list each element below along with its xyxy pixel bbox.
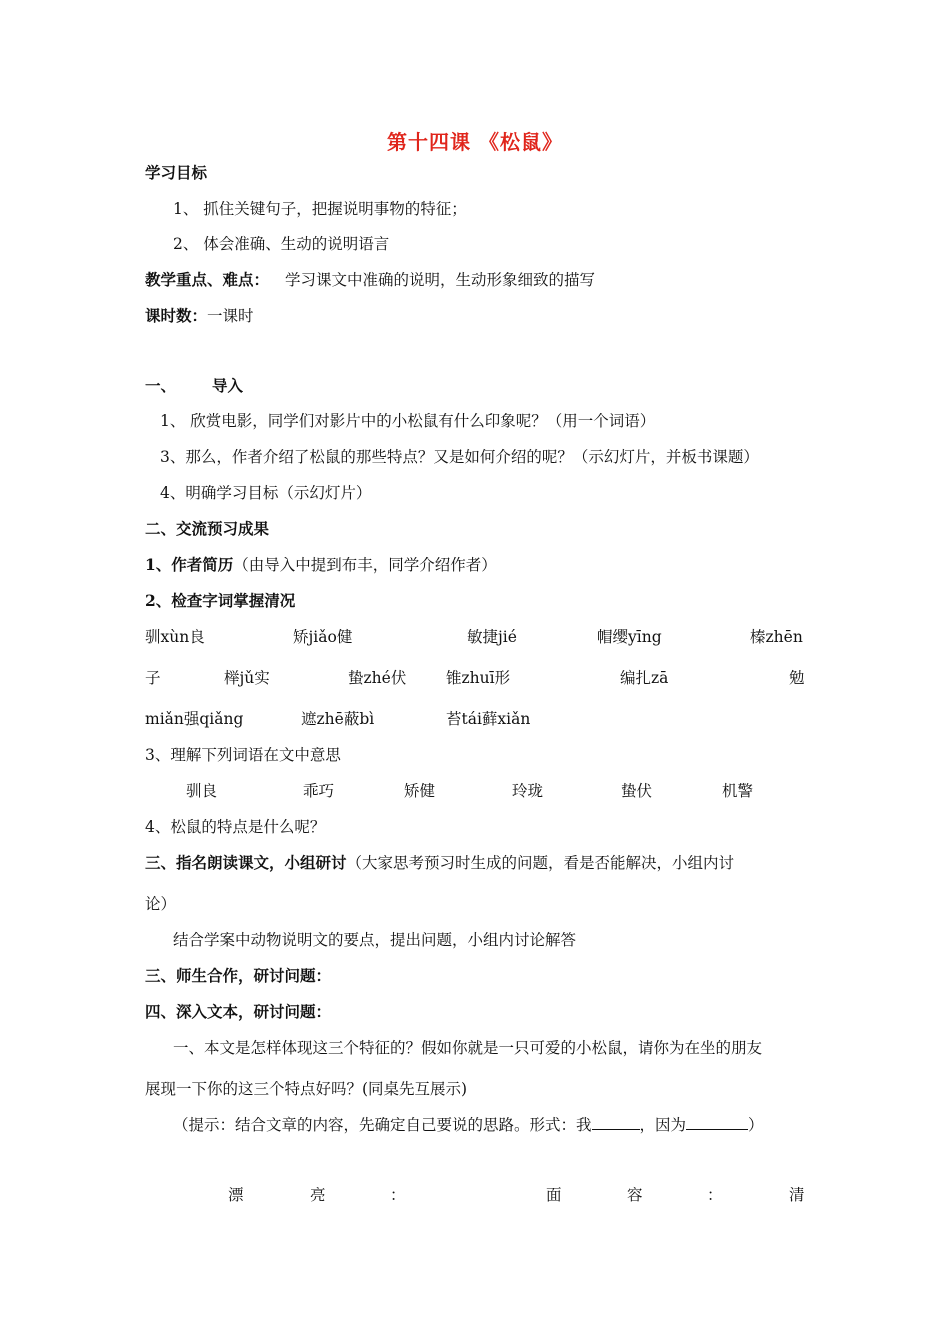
- author-text: （由导入中提到布丰，同学介绍作者）: [233, 556, 497, 574]
- last-row-char: ：: [707, 1186, 723, 1204]
- word-item: 矫jiǎo健: [293, 628, 353, 646]
- author-line: [145, 555, 497, 575]
- fill-blank: [592, 1115, 640, 1130]
- section-3b-title: 三、师生合作，研讨问题：: [145, 966, 332, 985]
- last-row-char: 面: [546, 1186, 562, 1204]
- goals-heading: 学习目标: [145, 163, 208, 182]
- section-3-line: [145, 853, 734, 873]
- meaning-word: 驯良: [186, 782, 218, 800]
- words-check-title: 2、检查字词掌握清况: [145, 591, 296, 610]
- word-item: 勉: [789, 669, 805, 687]
- section-4-title: 四、深入文本，研讨问题：: [145, 1002, 332, 1021]
- meaning-word: 矫健: [404, 782, 436, 800]
- section-3-text-cont: 论）: [145, 895, 177, 913]
- word-item: 编扎zā: [620, 669, 669, 687]
- page-title: 第十四课 《松鼠》: [387, 130, 563, 154]
- section-3-label: 三、指名朗读课文，小组研讨: [145, 853, 347, 872]
- meaning-title: 3、理解下列词语在文中意思: [145, 746, 341, 764]
- word-item: miǎn强qiǎng: [145, 710, 244, 728]
- hours-line: [145, 306, 254, 326]
- key-points-label: 教学重点、难点：: [145, 270, 270, 289]
- last-row-char: 清: [789, 1186, 805, 1204]
- section-3-note: 结合学案中动物说明文的要点，提出问题，小组内讨论解答: [173, 931, 577, 949]
- meaning-word: 玲珑: [512, 782, 544, 800]
- goal-item: 1、 抓住关键句子，把握说明事物的特征；: [173, 200, 467, 218]
- key-points-line: [145, 270, 595, 290]
- word-item: 帽缨yīng: [597, 628, 662, 646]
- meaning-word: 蛰伏: [621, 782, 653, 800]
- word-item: 榉jǔ实: [224, 669, 270, 687]
- section-1-item: 3、那么，作者介绍了松鼠的那些特点？又是如何介绍的呢？（示幻灯片，并板书课题）: [160, 448, 759, 466]
- word-item: 敏捷jié: [467, 628, 517, 646]
- section-4-paragraph-cont: 展现一下你的这三个特点好吗？(同桌先互展示): [145, 1080, 468, 1098]
- meaning-word: 乖巧: [303, 782, 335, 800]
- section-1-item: 1、 欣赏电影，同学们对影片中的小松鼠有什么印象呢？（用一个词语）: [160, 412, 656, 430]
- hours-label: 课时数：: [145, 306, 208, 325]
- last-row-char: 容: [627, 1186, 643, 1204]
- word-item: 驯xùn良: [145, 628, 205, 646]
- goal-item: 2、 体会准确、生动的说明语言: [173, 235, 390, 253]
- word-item: 蛰zhé伏: [348, 669, 407, 687]
- last-row-char: 亮: [310, 1186, 326, 1204]
- key-points-text: 学习课文中准确的说明，生动形象细致的描写: [285, 271, 596, 289]
- section-4-paragraph: 一、本文是怎样体现这三个特征的？假如你就是一只可爱的小松鼠，请你为在坐的朋友: [173, 1039, 763, 1057]
- feature-question: 4、松鼠的特点是什么呢？: [145, 818, 326, 836]
- word-item: 遮zhē蔽bì: [301, 710, 375, 728]
- section-1-number: 一、: [145, 376, 177, 395]
- word-item: 榛zhēn: [750, 628, 803, 646]
- section-1-title: 导入: [212, 376, 244, 395]
- hint-text: ，因为: [639, 1116, 687, 1134]
- word-item: 苔tái藓xiǎn: [446, 710, 531, 728]
- author-label: 1、作者简历: [145, 555, 234, 574]
- hint-text: ）: [748, 1116, 764, 1134]
- section-1-item: 4、明确学习目标（示幻灯片）: [160, 484, 372, 502]
- section-2-title: 二、交流预习成果: [145, 519, 270, 538]
- last-row-char: ：: [390, 1186, 406, 1204]
- fill-blank: [686, 1115, 748, 1130]
- word-item: 锥zhuī形: [446, 669, 511, 687]
- meaning-word: 机警: [722, 782, 754, 800]
- last-row-char: 漂: [228, 1186, 244, 1204]
- hours-text: 一课时: [207, 307, 254, 325]
- section-3-text: （大家思考预习时生成的问题，看是否能解决，小组内讨: [346, 854, 735, 872]
- word-item: 子: [145, 669, 161, 687]
- hint-text: （提示：结合文章的内容，先确定自己要说的思路。形式：我: [173, 1116, 592, 1134]
- hint-line: [173, 1115, 764, 1135]
